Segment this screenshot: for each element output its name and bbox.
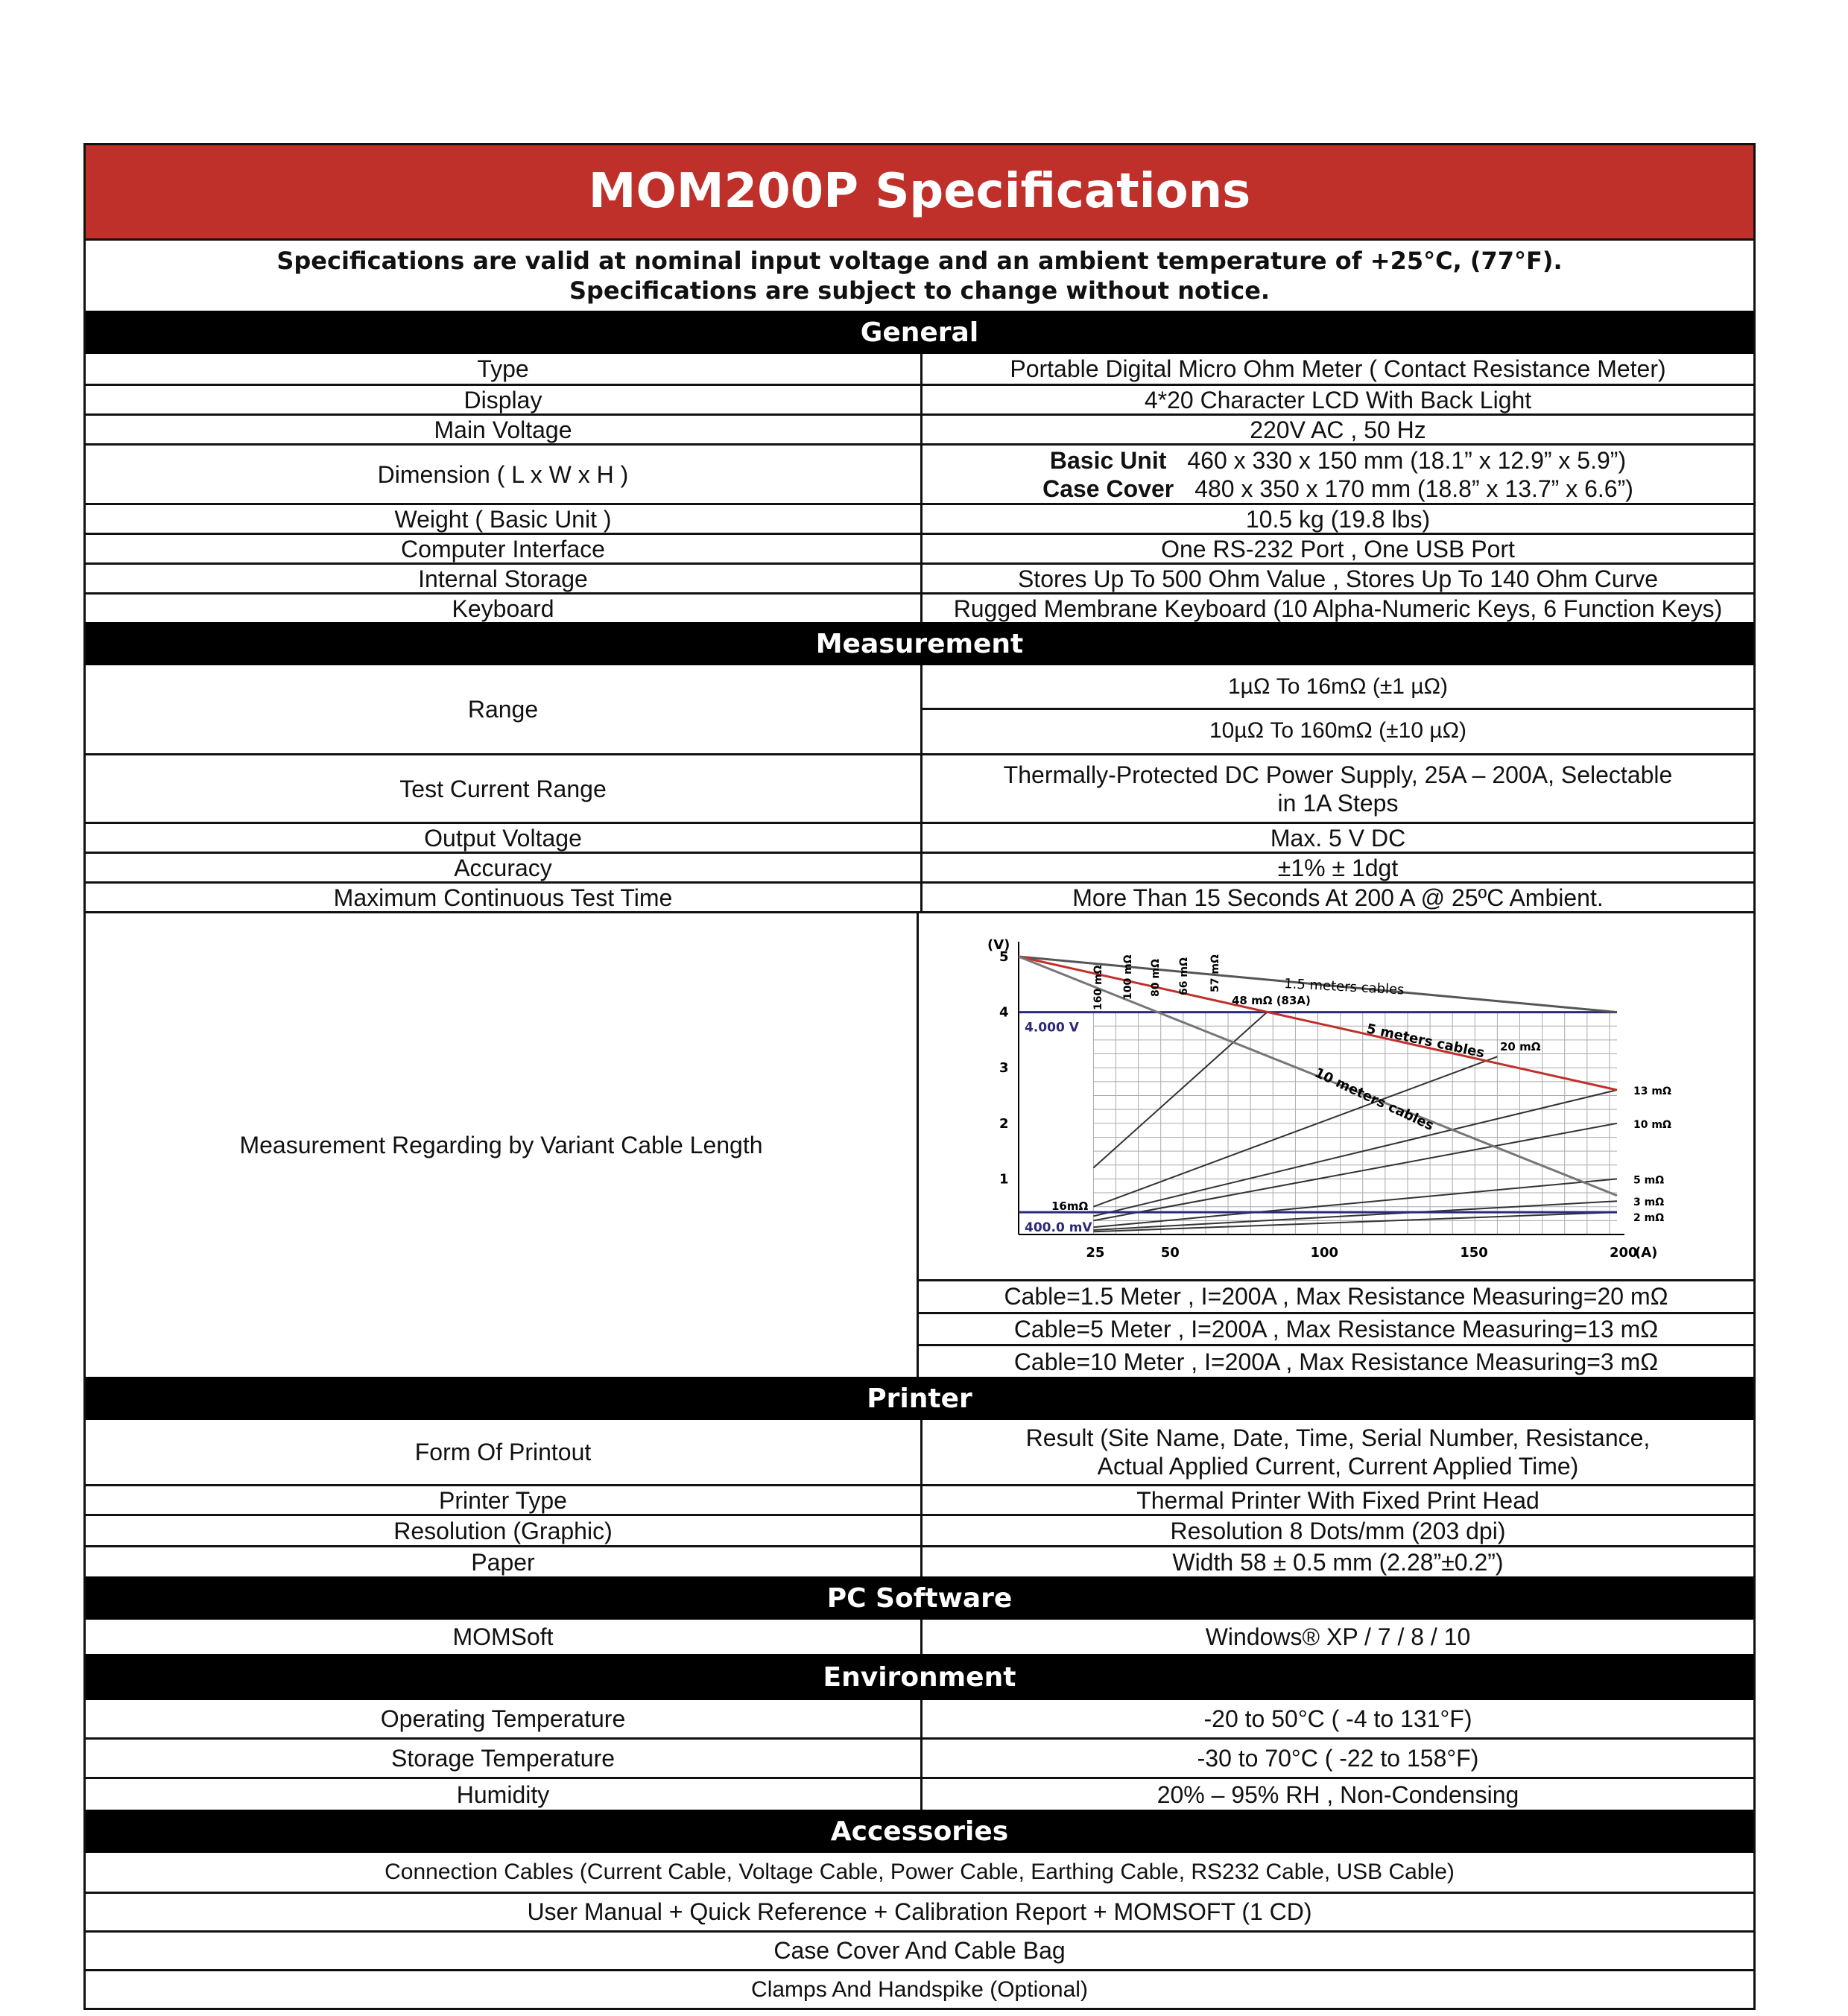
y-tick-label: 3 <box>999 1060 1009 1077</box>
spec-row <box>86 753 1753 822</box>
spec-row <box>86 413 1753 443</box>
cable-result: Cable=10 Meter , I=200A , Max Resistance Measuring=3 mΩ <box>919 1344 1753 1377</box>
spec-label: Output Voltage <box>86 824 923 852</box>
spec-row <box>86 1777 1753 1810</box>
spec-value <box>919 913 1753 1377</box>
section-printer: Printer <box>86 1377 1753 1420</box>
value-line: Result (Site Name, Date, Time, Serial Number, Resistance, <box>1025 1424 1651 1451</box>
spec-row <box>86 354 1753 384</box>
spec-row <box>86 881 1753 911</box>
range-value: 10µΩ To 160mΩ (±10 µΩ) <box>923 708 1753 751</box>
range-value: 1µΩ To 16mΩ (±1 µΩ) <box>1227 673 1449 699</box>
resistance-line <box>1093 1012 1267 1168</box>
spec-value: Portable Digital Micro Ohm Meter ( Contact Resistance Meter) <box>1010 355 1666 382</box>
spec-value: More Than 15 Seconds At 200 A @ 25ºC Ambient. <box>1072 884 1604 911</box>
accessory-item: Connection Cables (Current Cable, Voltage Cable, Power Cable, Earthing Cable, RS232 Cable, USB Cable) <box>385 1860 1455 1884</box>
note-line: Specifications are subject to change without notice. <box>569 276 1270 305</box>
y-tick-label: 5 <box>999 949 1009 965</box>
x-tick-label: 25 <box>1086 1245 1105 1261</box>
spec-value: Resolution 8 Dots/mm (203 dpi) <box>1170 1517 1506 1544</box>
spec-sheet <box>83 143 1756 2010</box>
spec-label: Weight ( Basic Unit ) <box>86 505 923 533</box>
spec-value: Rugged Membrane Keyboard (10 Alpha-Numeric Keys, 6 Function Keys) <box>953 595 1723 622</box>
value-line: Actual Applied Current, Current Applied Time) <box>1097 1453 1579 1480</box>
dimension-key: Basic Unit <box>1049 446 1167 474</box>
spec-label: Humidity <box>86 1779 923 1810</box>
resistance-label: 100 mΩ <box>1122 954 1134 1000</box>
spec-row <box>86 533 1753 562</box>
spec-row <box>86 443 1753 503</box>
section-general: General <box>86 311 1753 354</box>
value-line: Thermally-Protected DC Power Supply, 25A – 200A, Selectable <box>1003 761 1673 788</box>
spec-label: Display <box>86 386 923 413</box>
spec-label: Test Current Range <box>86 755 923 822</box>
section-environment: Environment <box>86 1654 1753 1700</box>
section-pc-software: PC Software <box>86 1576 1753 1620</box>
section-measurement: Measurement <box>86 622 1753 665</box>
spec-label: Internal Storage <box>86 565 923 592</box>
spec-label: Main Voltage <box>86 416 923 443</box>
spec-row <box>86 562 1753 592</box>
resistance-label: 57 mΩ <box>1209 954 1221 992</box>
resistance-label: 2 mΩ <box>1633 1212 1665 1225</box>
x-tick-label: 100 <box>1310 1245 1339 1261</box>
spec-value: Max. 5 V DC <box>1270 824 1406 852</box>
spec-row <box>86 1620 1753 1654</box>
spec-value: 20% – 95% RH , Non-Condensing <box>1156 1781 1519 1808</box>
spec-label: Accuracy <box>86 854 923 881</box>
spec-value <box>923 755 1753 822</box>
series-label: 1.5 meters cables <box>1283 976 1405 998</box>
dimension-value: 480 x 350 x 170 mm (18.8” x 13.7” x 6.6”) <box>1194 475 1633 502</box>
x-tick-label: 50 <box>1160 1245 1180 1261</box>
spec-label: Type <box>86 354 923 384</box>
accessory-item: Clamps And Handspike (Optional) <box>751 1977 1088 2002</box>
value-line: in 1A Steps <box>1277 789 1399 817</box>
note-line: Specifications are valid at nominal input voltage and an ambient temperature of +25°C, (77°F). <box>276 247 1563 275</box>
accessory-item: User Manual + Quick Reference + Calibration Report + MOMSOFT (1 CD) <box>527 1898 1312 1925</box>
spec-label: Keyboard <box>86 595 923 622</box>
y-tick-label: 4 <box>999 1004 1009 1021</box>
spec-row <box>86 1700 1753 1737</box>
y-tick-label: 2 <box>999 1115 1009 1132</box>
spec-row <box>86 852 1753 881</box>
spec-value: 4*20 Character LCD With Back Light <box>1144 386 1532 413</box>
x-tick-label: 150 <box>1460 1245 1488 1261</box>
spec-value: Thermal Printer With Fixed Print Head <box>1136 1486 1540 1514</box>
spec-value: -20 to 50°C ( -4 to 131°F) <box>1203 1705 1472 1732</box>
spec-row <box>86 592 1753 622</box>
x-axis-label: (A) <box>1635 1245 1658 1261</box>
spec-label: Printer Type <box>86 1486 923 1514</box>
resistance-label: 5 mΩ <box>1633 1174 1665 1187</box>
accessory-item: Case Cover And Cable Bag <box>773 1937 1066 1964</box>
x-tick-label: 200 <box>1610 1245 1638 1261</box>
spec-value <box>923 665 1753 753</box>
cable-result: Cable=1.5 Meter , I=200A , Max Resistance Measuring=20 mΩ <box>919 1279 1753 1312</box>
series-label: 5 meters cables <box>1364 1021 1487 1062</box>
spec-value: -30 to 70°C ( -22 to 158°F) <box>1197 1745 1479 1772</box>
spec-row <box>86 1420 1753 1484</box>
spec-value: 10.5 kg (19.8 lbs) <box>1245 505 1431 533</box>
reference-label: 4.000 V <box>1025 1020 1079 1036</box>
dimension-basic <box>1050 446 1626 475</box>
voltage-current-chart <box>919 913 1753 1279</box>
y-tick-label: 1 <box>999 1171 1009 1188</box>
resistance-label: 48 mΩ (83A) <box>1232 994 1311 1007</box>
spec-label: Paper <box>86 1547 923 1576</box>
spec-row <box>86 665 1753 753</box>
spec-label: Range <box>86 665 923 753</box>
resistance-label: 10 mΩ <box>1633 1118 1671 1131</box>
accessory-row <box>86 1969 1753 2008</box>
spec-label: MOMSoft <box>86 1620 923 1654</box>
spec-value: Width 58 ± 0.5 mm (2.28”±0.2”) <box>1172 1548 1504 1576</box>
spec-label: Resolution (Graphic) <box>86 1516 923 1545</box>
spec-label: Dimension ( L x W x H ) <box>86 446 923 503</box>
spec-value <box>923 446 1753 503</box>
resistance-label: 20 mΩ <box>1500 1040 1541 1053</box>
resistance-label: 3 mΩ <box>1633 1196 1665 1209</box>
spec-row <box>86 911 1753 1377</box>
resistance-label: 66 mΩ <box>1178 957 1190 995</box>
spec-label: Storage Temperature <box>86 1740 923 1777</box>
spec-label: Operating Temperature <box>86 1700 923 1737</box>
dimension-case <box>1042 475 1633 503</box>
spec-row <box>86 1514 1753 1545</box>
page-title: MOM200P Specifications <box>86 145 1753 241</box>
resistance-label: 13 mΩ <box>1633 1085 1671 1098</box>
resistance-label: 16mΩ <box>1051 1199 1089 1213</box>
resistance-line <box>1093 1179 1617 1227</box>
spec-row <box>86 1737 1753 1777</box>
spec-value: Stores Up To 500 Ohm Value , Stores Up To 140 Ohm Curve <box>1017 565 1659 592</box>
spec-value: 220V AC , 50 Hz <box>1250 416 1426 443</box>
spec-value: One RS-232 Port , One USB Port <box>1161 535 1515 562</box>
spec-row <box>86 822 1753 852</box>
reference-label: 400.0 mV <box>1025 1220 1092 1236</box>
series-label: 10 meters cables <box>1311 1065 1437 1134</box>
accessory-row <box>86 1930 1753 1969</box>
resistance-label: 160 mΩ <box>1092 965 1104 1010</box>
spec-row <box>86 1545 1753 1576</box>
spec-note <box>86 241 1753 311</box>
spec-label: Measurement Regarding by Variant Cable Length <box>86 913 919 1377</box>
spec-value: ±1% ± 1dgt <box>1277 854 1399 881</box>
y-axis-label: (V) <box>987 937 1010 953</box>
spec-value <box>923 1420 1753 1484</box>
cable-result: Cable=5 Meter , I=200A , Max Resistance Measuring=13 mΩ <box>919 1312 1753 1345</box>
section-accessories: Accessories <box>86 1810 1753 1853</box>
spec-row <box>86 503 1753 533</box>
spec-label: Form Of Printout <box>86 1420 923 1484</box>
dimension-value: 460 x 330 x 150 mm (18.1” x 12.9” x 5.9”) <box>1187 446 1627 474</box>
spec-row <box>86 1484 1753 1514</box>
dimension-key: Case Cover <box>1042 475 1174 502</box>
accessory-row <box>86 1892 1753 1930</box>
spec-label: Computer Interface <box>86 535 923 562</box>
accessory-row <box>86 1853 1753 1892</box>
resistance-label: 80 mΩ <box>1150 959 1162 997</box>
spec-value: Windows® XP / 7 / 8 / 10 <box>1205 1623 1471 1650</box>
spec-label: Maximum Continuous Test Time <box>86 884 923 911</box>
cable-chart-cell <box>919 913 1753 1279</box>
spec-row <box>86 384 1753 413</box>
